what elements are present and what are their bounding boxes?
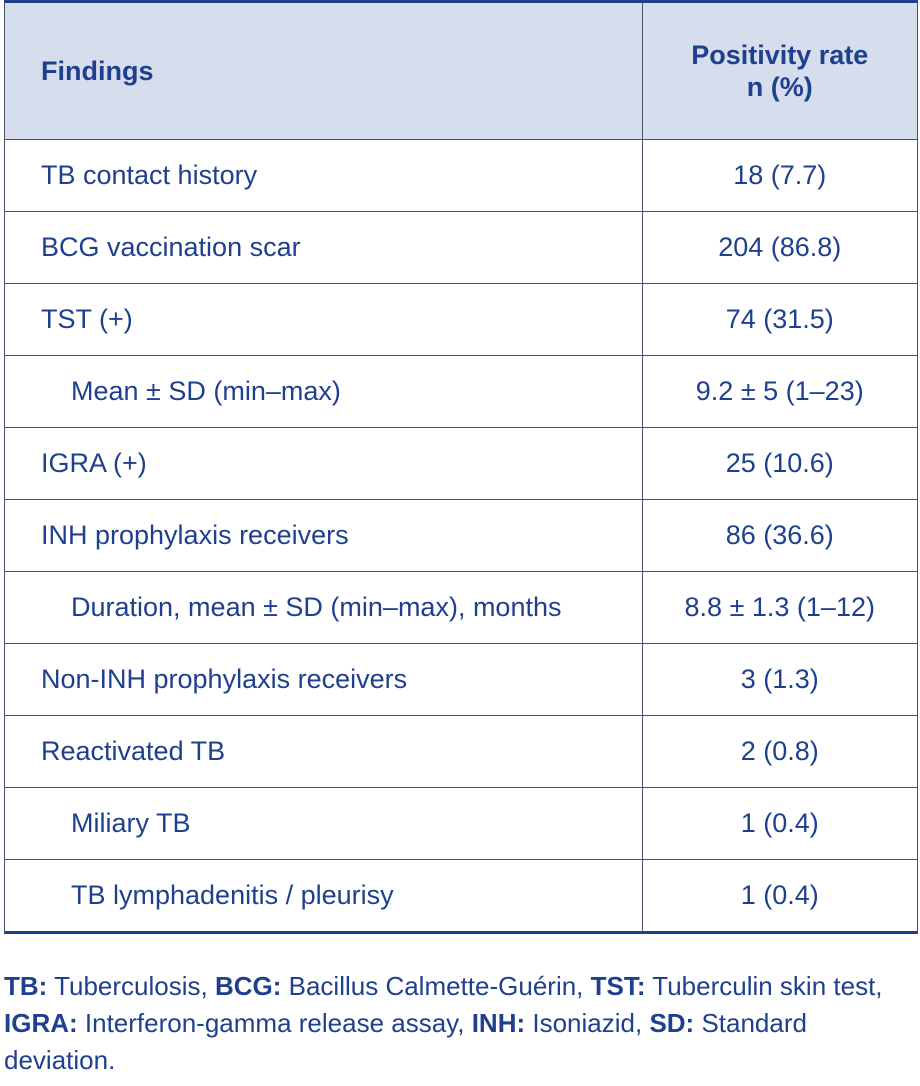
footnote-definition: Tuberculosis,	[47, 971, 215, 1001]
row-label: Mean ± SD (min–max)	[5, 355, 642, 427]
footnote-definition: Isoniazid,	[525, 1008, 650, 1038]
table-row	[5, 859, 917, 931]
row-label: IGRA (+)	[5, 427, 642, 499]
header-positivity-rate	[642, 3, 917, 139]
table-header	[5, 3, 917, 139]
footnote-definition: Tuberculin skin test,	[645, 971, 883, 1001]
table-row	[5, 139, 917, 211]
footnote-abbreviation: TST:	[590, 971, 646, 1001]
findings-table-container	[4, 0, 918, 934]
row-label: INH prophylaxis receivers	[5, 499, 642, 571]
table-row	[5, 355, 917, 427]
table-row	[5, 643, 917, 715]
header-rate-line2: n (%)	[746, 71, 813, 102]
row-value: 18 (7.7)	[642, 139, 917, 211]
footnote-definition: Standard deviation.	[4, 1008, 807, 1075]
table-row	[5, 499, 917, 571]
header-findings: Findings	[5, 3, 642, 139]
row-label: Reactivated TB	[5, 715, 642, 787]
row-label: TB contact history	[5, 139, 642, 211]
findings-table	[5, 3, 917, 931]
header-rate-line1: Positivity rate	[691, 39, 869, 70]
row-value: 3 (1.3)	[642, 643, 917, 715]
row-label: Duration, mean ± SD (min–max), months	[5, 571, 642, 643]
footnote-abbreviation: IGRA:	[4, 1008, 78, 1038]
row-label: TB lymphadenitis / pleurisy	[5, 859, 642, 931]
row-value: 204 (86.8)	[642, 211, 917, 283]
table-body	[5, 139, 917, 931]
row-value: 9.2 ± 5 (1–23)	[642, 355, 917, 427]
row-value: 2 (0.8)	[642, 715, 917, 787]
row-label: TST (+)	[5, 283, 642, 355]
row-value: 8.8 ± 1.3 (1–12)	[642, 571, 917, 643]
row-label: BCG vaccination scar	[5, 211, 642, 283]
table-row	[5, 571, 917, 643]
table-row	[5, 211, 917, 283]
row-label: Non-INH prophylaxis receivers	[5, 643, 642, 715]
row-value: 86 (36.6)	[642, 499, 917, 571]
table-row	[5, 715, 917, 787]
row-value: 1 (0.4)	[642, 859, 917, 931]
footnote-definition: Bacillus Calmette-Guérin,	[281, 971, 591, 1001]
table-row	[5, 283, 917, 355]
table-row	[5, 427, 917, 499]
footnote-definition: Interferon-gamma release assay,	[77, 1008, 472, 1038]
footnote-abbreviation: TB:	[4, 971, 48, 1001]
row-value: 74 (31.5)	[642, 283, 917, 355]
table-footnote	[4, 968, 884, 1079]
footnote-abbreviation: BCG:	[214, 971, 282, 1001]
footnote-abbreviation: SD:	[649, 1008, 695, 1038]
header-row	[5, 3, 917, 139]
row-label: Miliary TB	[5, 787, 642, 859]
footnote-abbreviation: INH:	[471, 1008, 526, 1038]
row-value: 25 (10.6)	[642, 427, 917, 499]
table-row	[5, 787, 917, 859]
row-value: 1 (0.4)	[642, 787, 917, 859]
